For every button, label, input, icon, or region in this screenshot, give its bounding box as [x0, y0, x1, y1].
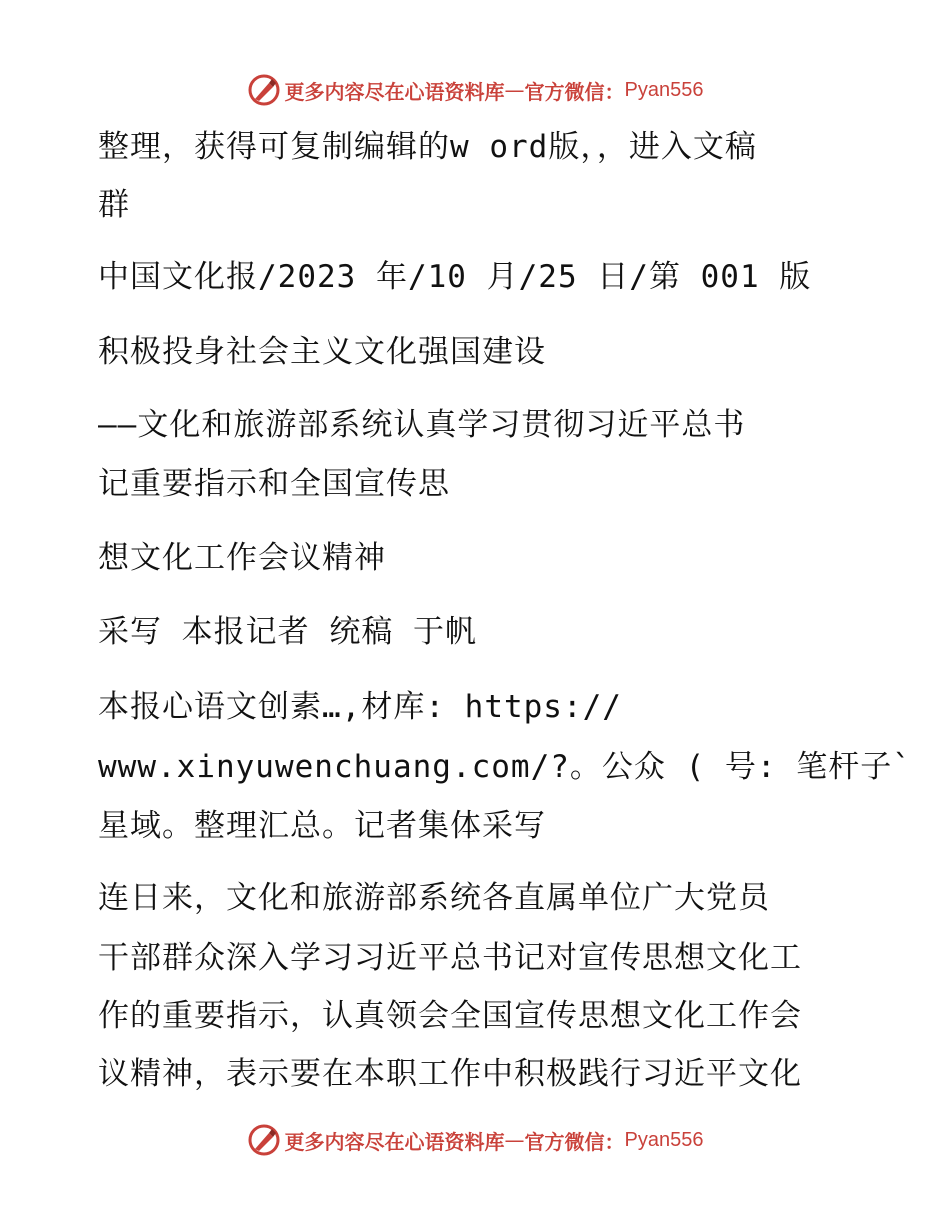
banner-wechat-id: Pyan556 — [624, 78, 704, 101]
pen-logo-icon — [247, 1123, 281, 1157]
banner-wechat-id: Pyan556 — [624, 1128, 704, 1151]
text-line: 记重要指示和全国宣传思 — [98, 466, 450, 502]
banner-wechat-label: 官方微信： — [524, 1129, 625, 1154]
text-line: ——文化和旅游部系统认真学习贯彻习近平总书 — [98, 407, 746, 443]
text-line: 本报心语文创素…,材库: https:// — [98, 689, 622, 725]
header-banner — [0, 70, 950, 110]
text-line: 中国文化报/2023 年/10 月/25 日/第 001 版 — [98, 259, 812, 295]
text-line: 作的重要指示，认真领会全国宣传思想文化工作会 — [98, 998, 802, 1034]
text-line: www.xinyuwenchuang.com/?。公众 ( 号: 笔杆子` — [98, 749, 912, 785]
banner-dash: — — [504, 78, 525, 102]
banner-wechat-label: 官方微信： — [524, 79, 625, 104]
text-line: 采写 本报记者 统稿 于帆 — [98, 614, 477, 650]
footer-banner — [0, 1120, 950, 1160]
text-line: 星域。整理汇总。记者集体采写 — [98, 808, 546, 844]
banner-dash: — — [504, 1128, 525, 1152]
text-line: 群 — [98, 187, 130, 223]
text-line: 干部群众深入学习习近平总书记对宣传思想文化工 — [98, 940, 802, 976]
pen-logo-icon — [247, 73, 281, 107]
text-line: 积极投身社会主义文化强国建设 — [98, 334, 546, 370]
text-line: 想文化工作会议精神 — [98, 540, 386, 576]
banner-text: 更多内容尽在心语资料库 — [284, 79, 505, 104]
text-line: 整理，获得可复制编辑的w ord版，，进入文稿 — [98, 129, 757, 165]
banner-text: 更多内容尽在心语资料库 — [284, 1129, 505, 1154]
text-line: 议精神，表示要在本职工作中积极践行习近平文化 — [98, 1056, 802, 1092]
text-line: 连日来，文化和旅游部系统各直属单位广大党员 — [98, 880, 770, 916]
